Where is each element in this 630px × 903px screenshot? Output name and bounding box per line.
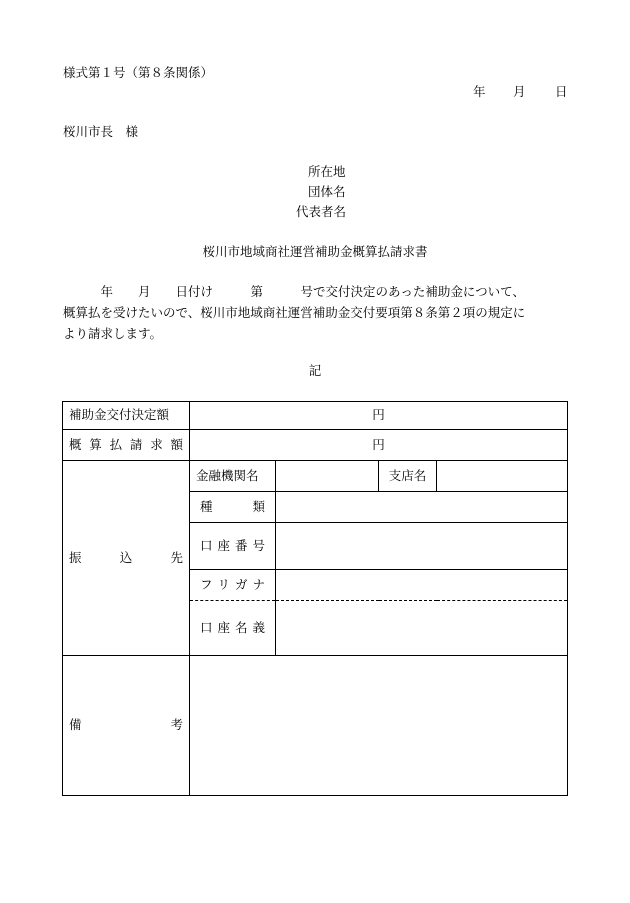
furigana-label: フ リ ガ ナ [190,570,276,601]
body-line: より請求します。 [63,326,163,341]
table-row [63,656,568,796]
account-type-label: 種 類 [190,492,276,523]
branch-name-label: 支店名 [379,461,437,492]
decision-amount-field[interactable] [190,402,568,430]
request-amount-label: 概 算 払 請 求 額 [63,430,190,461]
account-number-field[interactable] [276,523,568,570]
body-line: 年 月 日付け 第 号で交付決定のあった補助金について、 [63,284,525,299]
yen-unit: 円 [372,407,385,423]
remarks-field[interactable] [190,656,568,796]
decision-amount-label: 補助金交付決定額 [63,402,190,430]
table-row [63,461,568,492]
branch-name-field[interactable] [437,461,568,492]
addressee: 桜川市長 様 [63,124,139,139]
date-month-label: 月 [513,84,526,99]
date-day-label: 日 [555,84,568,99]
bank-name-field[interactable] [276,461,379,492]
date-year-label: 年 [473,84,486,99]
document-title: 桜川市地域商社運営補助金概算払請求書 [202,244,428,259]
representative-label: 代表者名 [296,204,347,219]
ki-label: 記 [308,363,322,378]
account-number-label: 口 座 番 号 [190,523,276,570]
yen-unit: 円 [372,436,385,452]
organization-label: 団体名 [308,184,346,199]
form-number: 様式第１号（第８条関係） [63,65,214,80]
request-amount-field[interactable] [190,430,568,461]
table-row [63,402,568,430]
body-paragraph [63,281,573,344]
furigana-field[interactable] [276,570,568,601]
account-type-field[interactable] [276,492,568,523]
bank-name-label: 金融機関名 [190,461,276,492]
remarks-label: 備 考 [63,656,190,796]
account-holder-field[interactable] [276,601,568,656]
address-label: 所在地 [308,164,346,179]
transfer-destination-label: 振 込 先 [63,461,190,656]
table-row [63,430,568,461]
account-holder-label: 口 座 名 義 [190,601,276,656]
request-table [62,401,568,796]
body-line: 概算払を受けたいので、桜川市地域商社運営補助金交付要項第８条第２項の規定に [63,305,526,320]
